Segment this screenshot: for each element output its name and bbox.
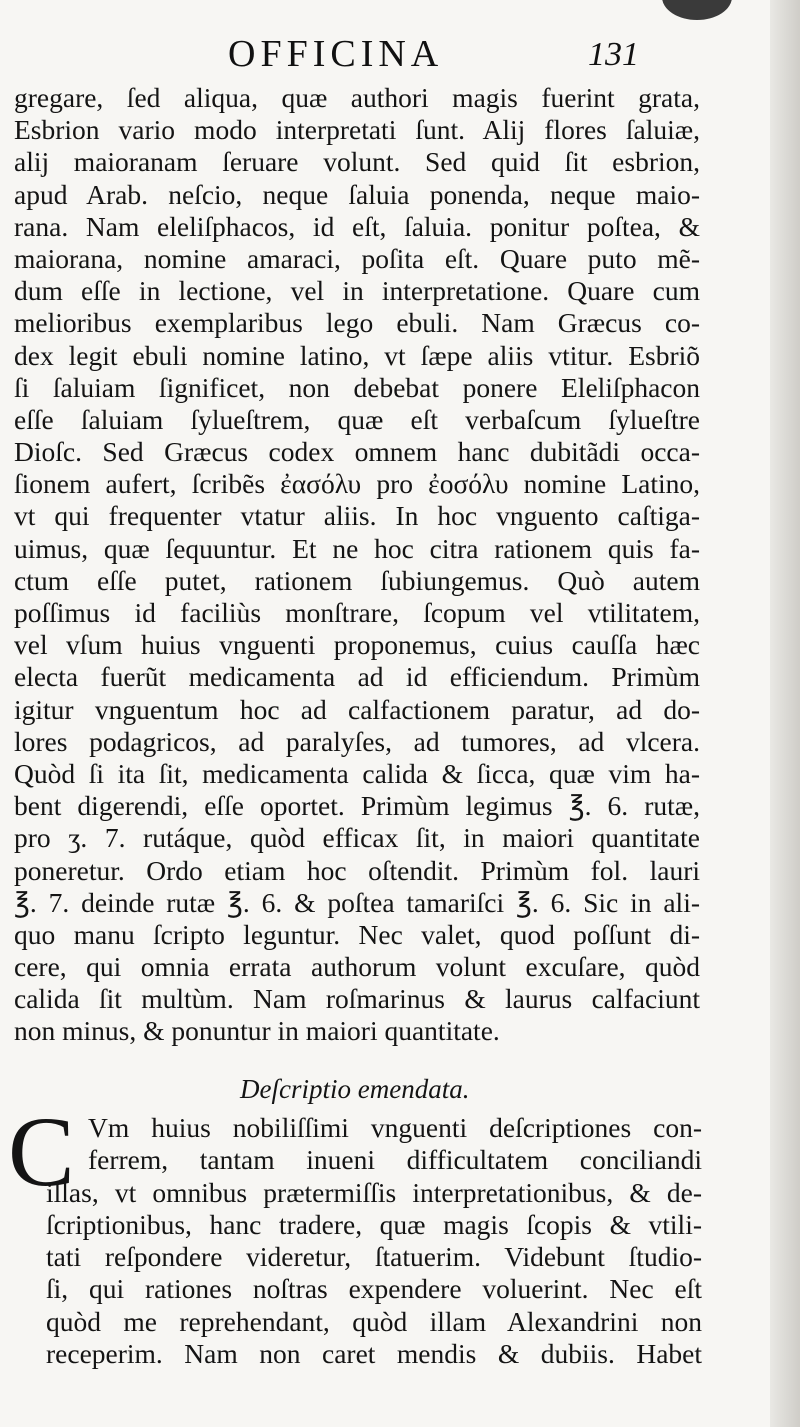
text-line: alij maioranam ſeruare volunt. Sed quid ſit esbrion, <box>14 146 700 178</box>
text-line: Dioſc. Sed Græcus codex omnem hanc dubitãdi occa- <box>14 436 700 468</box>
ink-blot <box>662 0 732 20</box>
text-line: ſcriptionibus, hanc tradere, quæ magis ſcopis & vtili- <box>46 1208 702 1240</box>
text-line: rana. Nam eleliſphacos, id eſt, ſaluia. ponitur poſtea, & <box>14 210 700 242</box>
text-line: ℥. 7. deinde rutæ ℥. 6. & poſtea tamariſci ℥. 6. Sic in ali- <box>14 886 700 918</box>
text-line: electa fuerũt medicamenta ad id efficiendum. Primùm <box>14 661 700 693</box>
section-heading: Deſcriptio emendata. <box>240 1074 470 1104</box>
text-line: receperim. Nam non caret mendis & dubiis. Habet <box>46 1338 702 1370</box>
text-line: non minus, & ponuntur in maiori quantitate. <box>14 1015 500 1047</box>
text-line: melioribus exemplaribus lego ebuli. Nam Græcus co- <box>14 307 700 339</box>
text-line: quòd me reprehendant, quòd illam Alexandrini non <box>46 1305 702 1337</box>
text-line: ſi, qui rationes noſtras expendere voluerint. Nec eſt <box>46 1273 702 1305</box>
text-line: ferrem, tantam inueni difficultatem conciliandi <box>88 1144 702 1176</box>
text-line: dex legit ebuli nomine latino, vt ſæpe aliis vtitur. Esbriõ <box>14 339 700 371</box>
text-line: ctum eſſe putet, rationem ſubiungemus. Quò autem <box>14 564 700 596</box>
text-line: ſi ſaluiam ſignificet, non debebat ponere Eleliſphacon <box>14 371 700 403</box>
text-line: cere, qui omnia errata authorum volunt excuſare, quòd <box>14 951 700 983</box>
text-line: igitur vnguentum hoc ad calfactionem paratur, ad do- <box>14 693 700 725</box>
text-line: ſionem aufert, ſcribẽs ἐασόλυ pro ἐοσόλυ nomine Latino, <box>14 468 700 500</box>
text-line: vel vſum huius vnguenti proponemus, cuius cauſſa hæc <box>14 629 700 661</box>
text-line: Esbrion vario modo interpretati ſunt. Alij flores ſaluiæ, <box>14 114 700 146</box>
text-line: lores podagricos, ad paralyſes, ad tumores, ad vlcera. <box>14 725 700 757</box>
text-line: illas, vt omnibus prætermiſſis interpretationibus, & de- <box>46 1176 702 1208</box>
page-header <box>0 30 800 88</box>
text-line: poſſimus id faciliùs monſtrare, ſcopum vel vtilitatem, <box>14 597 700 628</box>
text-line: maiorana, nomine amaraci, poſita eſt. Quare puto mẽ- <box>14 242 700 274</box>
text-line: poneretur. Ordo etiam hoc oſtendit. Primùm fol. lauri <box>14 854 700 886</box>
body-paragraph <box>46 1112 702 1370</box>
text-line: gregare, ſed aliqua, quæ authori magis fuerint grata, <box>14 82 700 113</box>
text-line: Vm huius nobiliſſimi vnguenti deſcriptiones con- <box>88 1112 702 1143</box>
page-edge-shadow <box>770 0 800 1427</box>
text-line: uimus, quæ ſequuntur. Et ne hoc citra rationem quis fa- <box>14 532 700 564</box>
text-line: eſſe ſaluiam ſylueſtrem, quæ eſt verbaſcum ſylueſtre <box>14 403 700 435</box>
text-line: bent digerendi, eſſe oportet. Primùm legimus ℥. 6. rutæ, <box>14 790 700 822</box>
page-number: 131 <box>588 36 639 73</box>
running-head: OFFICINA <box>228 33 444 75</box>
body-paragraph <box>14 82 700 1048</box>
text-line: vt qui frequenter vtatur aliis. In hoc vnguento caſtiga- <box>14 500 700 532</box>
text-line: quo manu ſcripto leguntur. Nec valet, quod poſſunt di- <box>14 918 700 950</box>
text-line: Quòd ſi ita ſit, medicamenta calida & ſicca, quæ vim ha- <box>14 757 700 789</box>
text-line: pro ʒ. 7. rutáque, quòd efficax ſit, in maiori quantitate <box>14 822 700 854</box>
text-line: calida ſit multùm. Nam roſmarinus & laurus calfaciunt <box>14 983 700 1015</box>
drop-cap: C <box>8 1096 75 1207</box>
text-line: tati reſpondere videretur, ſtatuerim. Videbunt ſtudio- <box>46 1241 702 1273</box>
text-line: apud Arab. neſcio, neque ſaluia ponenda, neque maio- <box>14 178 700 210</box>
text-line: dum eſſe in lectione, vel in interpretatione. Quare cum <box>14 275 700 307</box>
